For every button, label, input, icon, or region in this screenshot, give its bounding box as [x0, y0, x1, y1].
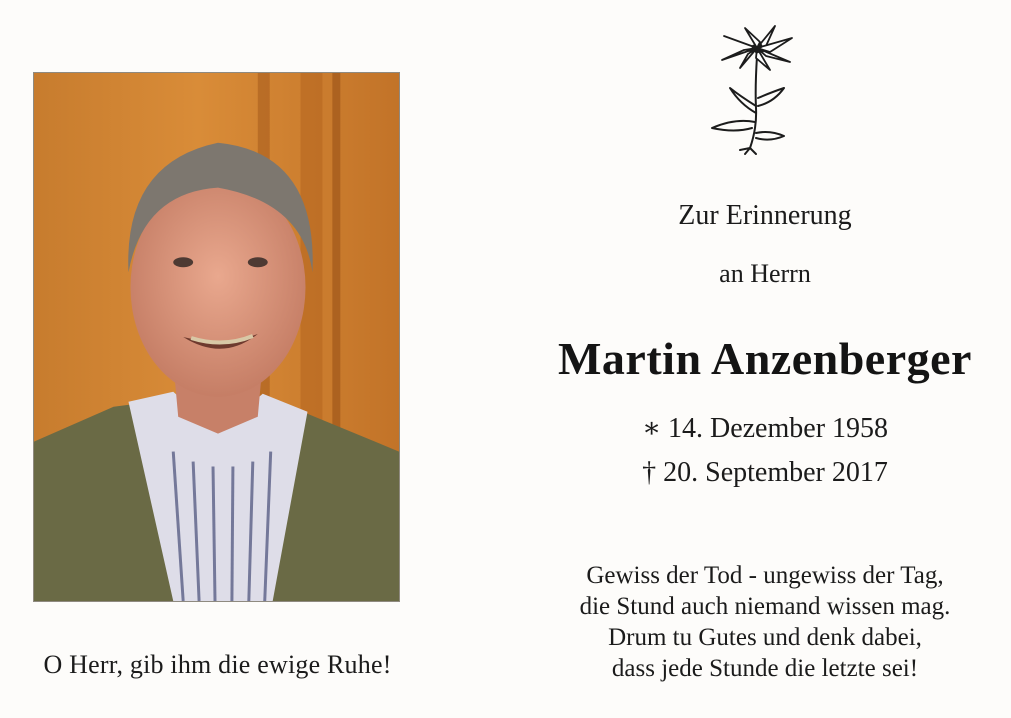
- prayer-caption: O Herr, gib ihm die ewige Ruhe!: [43, 650, 392, 679]
- heading-line-2: an Herrn: [719, 259, 811, 288]
- death-date: † 20. September 2017: [642, 457, 888, 488]
- poem-line: dass jede Stunde die letzte sei!: [611, 655, 919, 682]
- poem-line: Gewiss der Tod - ungewiss der Tag,: [586, 562, 944, 589]
- deceased-name: Martin Anzenberger: [558, 333, 972, 384]
- portrait-photo: [33, 72, 400, 602]
- heading-line-1: Zur Erinnerung: [678, 200, 852, 231]
- birth-date: ∗ 14. Dezember 1958: [641, 413, 889, 444]
- poem-line: die Stund auch niemand wissen mag.: [579, 593, 951, 620]
- poem: [530, 560, 1000, 684]
- poem-line: Drum tu Gutes und denk dabei,: [608, 624, 922, 651]
- edelweiss-flower-icon: [700, 18, 810, 156]
